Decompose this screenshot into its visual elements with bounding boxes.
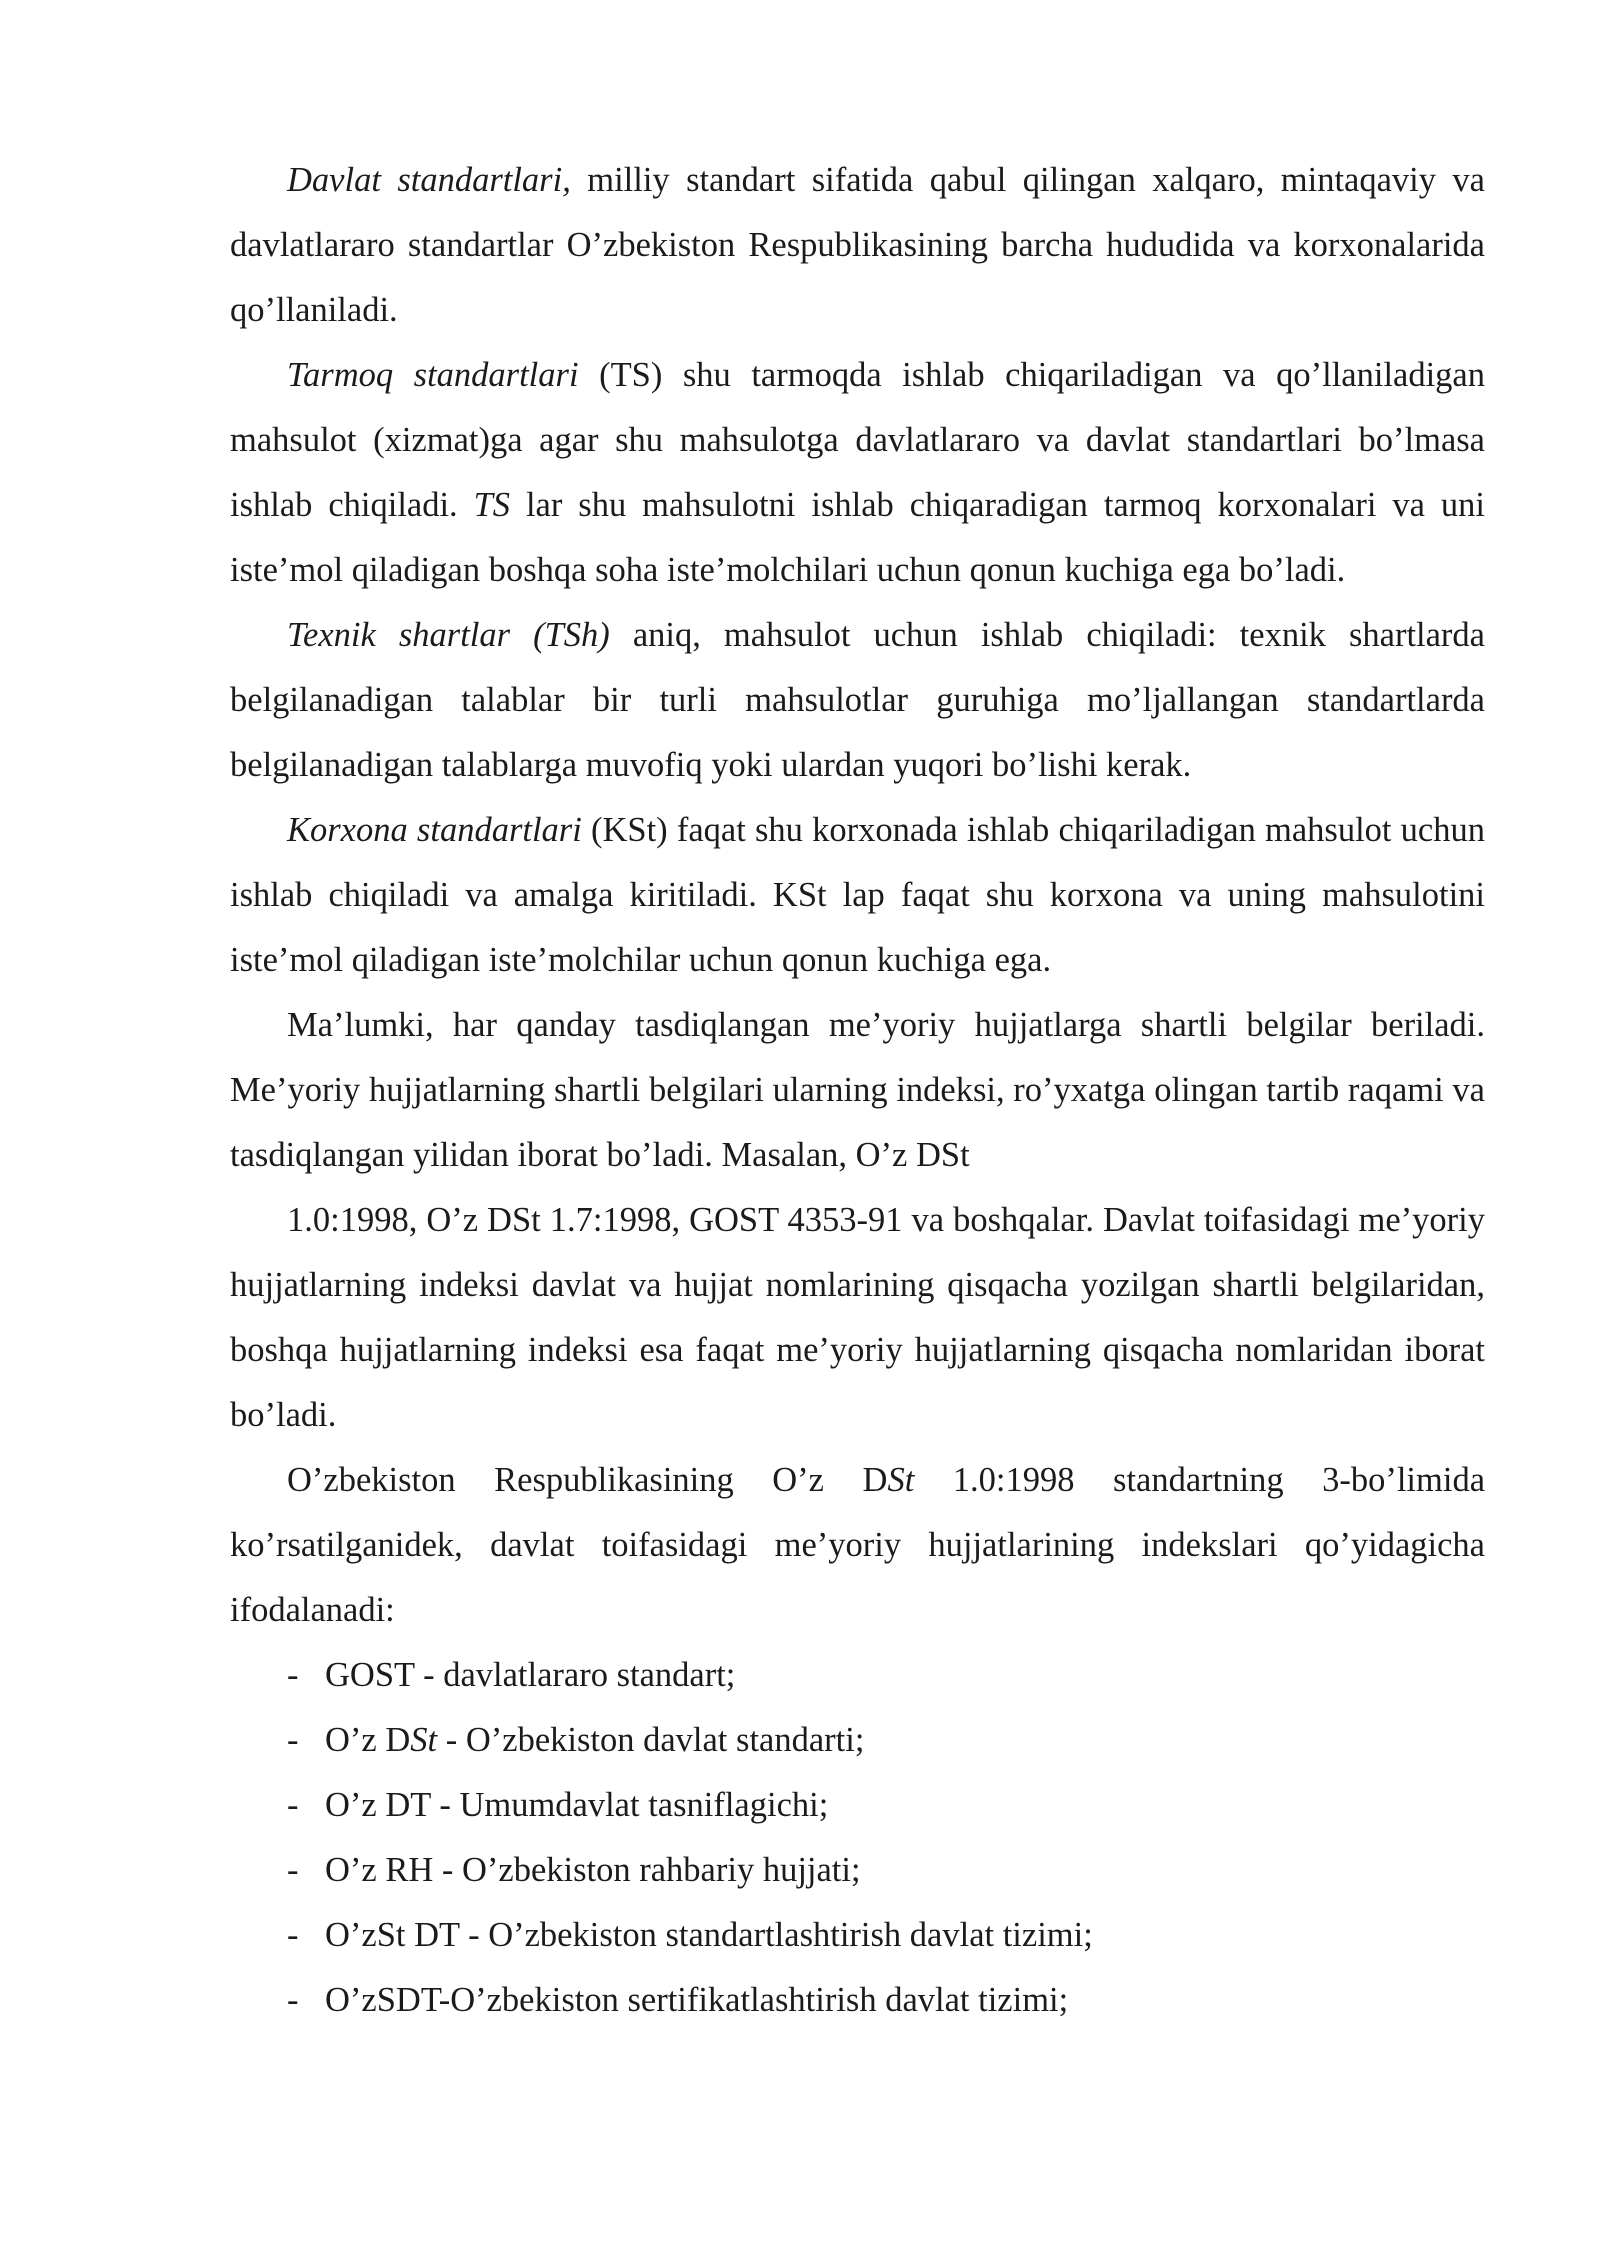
term-ts: TS <box>473 486 511 524</box>
term-davlat-standartlari: Davlat standartlari, <box>287 161 571 199</box>
list-item-text: GOST - davlatlararo standart; <box>325 1656 736 1694</box>
term-korxona-standartlari: Korxona standartlari <box>287 811 582 849</box>
list-dash: - <box>287 1916 299 1954</box>
list-item-text: O’z RH - O’zbekiston rahbariy hujjati; <box>325 1851 861 1889</box>
paragraph-text: lar shu mahsulotni ishlab chiqaradigan tarmoq korxonalari va uni iste’mol qiladigan boshqa soha iste’molchilari uchun qonun kuchiga ega bo’ladi. <box>230 486 1485 589</box>
document-page <box>230 148 1485 2033</box>
list-item-text: O’zSt DT - O’zbekiston standartlashtirish davlat tizimi; <box>325 1916 1093 1954</box>
paragraph-korxona-standartlari <box>230 798 1485 993</box>
paragraph-tarmoq-standartlari <box>230 343 1485 603</box>
list-item <box>230 1903 1485 1968</box>
paragraph-text: milliy standart sifatida qabul qilingan xalqaro, mintaqaviy va davlatlararo standartlar O’zbekiston Respublikasining barcha hududida va korxonalarida qo’llaniladi. <box>230 161 1485 329</box>
paragraph-masalan-continued <box>230 1188 1485 1448</box>
list-item-text: O’z D <box>325 1721 411 1759</box>
list-item <box>230 1643 1485 1708</box>
list-item <box>230 1773 1485 1838</box>
paragraph-text: O’zbekiston Respublikasining O’z D <box>287 1461 888 1499</box>
list-dash: - <box>287 1981 299 2019</box>
list-item-text: O’zSDT-O’zbekiston sertifikatlashtirish davlat tizimi; <box>325 1981 1069 2019</box>
paragraph-text: 1.0:1998, O’z DSt 1.7:1998, GOST 4353-91 va boshqalar. Davlat toifasidagi me’yoriy hujjatlarning indeksi davlat va hujjat nomlarining qisqacha yozilgan shartli belgilaridan, boshqa hujjatlarning indeksi esa faqat me’yoriy hujjatlarning qisqacha nomlaridan iborat bo’ladi. <box>230 1201 1485 1434</box>
paragraph-text: (KSt) faqat shu korxonada ishlab chiqariladigan mahsulot uchun ishlab chiqiladi va amalga kiritiladi. KSt lap faqat shu korxona va uning mahsulotini iste’mol qiladigan iste’molchilar uchun qonun kuchiga ega. <box>230 811 1485 979</box>
list-item-text: O’z DT - Umumdavlat tasniflagichi; <box>325 1786 829 1824</box>
term-tarmoq-standartlari: Tarmoq standartlari <box>287 356 579 394</box>
paragraph-ozbekiston-indekslari <box>230 1448 1485 1643</box>
list-dash: - <box>287 1786 299 1824</box>
paragraph-text: 1.0:1998 standartning 3-bo’limida ko’rsatilganidek, davlat toifasidagi me’yoriy hujjatlarining indekslari qo’yidagicha ifodalanadi: <box>230 1461 1486 1629</box>
paragraph-text: aniq, mahsulot uchun ishlab chiqiladi: texnik shartlarda belgilanadigan talablar bir turli mahsulotlar guruhiga mo’ljallangan standartlarda belgilanadigan talablarga muvofiq yoki ulardan yuqori bo’lishi kerak. <box>230 616 1485 784</box>
paragraph-text: Ma’lumki, har qanday tasdiqlangan me’yoriy hujjatlarga shartli belgilar beriladi. Me’yoriy hujjatlarning shartli belgilari ularning indeksi, ro’yxatga olingan tartib raqami va tasdiqlangan yilidan iborat bo’ladi. Masalan, O’z DSt <box>230 1006 1485 1174</box>
list-item <box>230 1708 1485 1773</box>
list-item <box>230 1838 1485 1903</box>
list-item <box>230 1968 1485 2033</box>
list-dash: - <box>287 1721 299 1759</box>
list-dash: - <box>287 1656 299 1694</box>
paragraph-text: (TS) shu tarmoqda ishlab chiqariladigan va qo’llaniladigan mahsulot (xizmat)ga agar shu mahsulotga davlatlararo va davlat standartlari bo’lmasa ishlab chiqiladi. <box>230 356 1485 524</box>
index-list <box>230 1643 1485 2033</box>
term-texnik-shartlar: Texnik shartlar (TSh) <box>287 616 610 654</box>
list-item-text: - O’zbekiston davlat standarti; <box>437 1721 865 1759</box>
paragraph-texnik-shartlar <box>230 603 1485 798</box>
paragraph-davlat-standartlari <box>230 148 1485 343</box>
italic-st: St <box>887 1461 915 1499</box>
list-dash: - <box>287 1851 299 1889</box>
list-item-italic: St <box>410 1721 438 1759</box>
paragraph-malumki <box>230 993 1485 1188</box>
